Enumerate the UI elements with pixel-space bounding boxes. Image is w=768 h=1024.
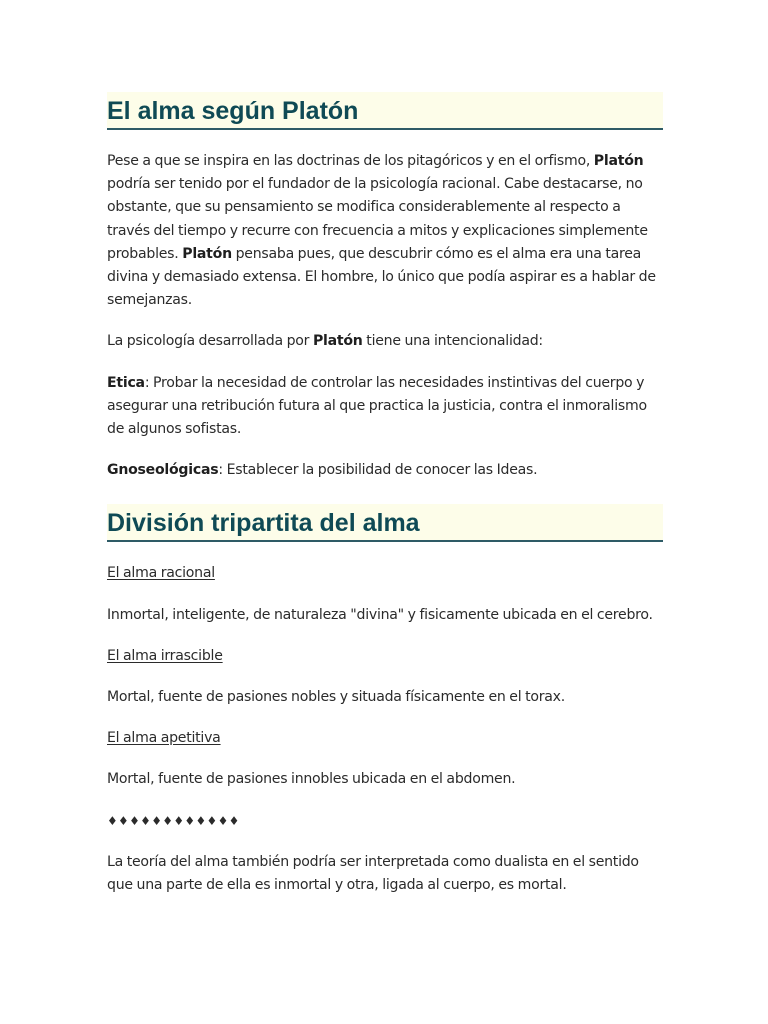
section-heading-alma-platon: El alma según Platón bbox=[107, 92, 663, 130]
etica-paragraph bbox=[107, 372, 663, 442]
text-run: : Probar la necesidad de controlar las necesidades instintivas del cuerpo y asegurar una retribución futura al que practica la justicia, contra el inmoralismo de algunos sofistas. bbox=[107, 374, 647, 438]
intentionality-paragraph bbox=[107, 330, 663, 353]
bold-term: Gnoseológicas bbox=[107, 462, 219, 479]
bold-term: Platón bbox=[182, 245, 232, 262]
text-run: Pese a que se inspira en las doctrinas de los pitagóricos y en el orfismo, bbox=[107, 153, 594, 169]
subheading-alma-racional: El alma racional bbox=[107, 565, 215, 582]
bold-term: Platón bbox=[593, 153, 644, 169]
text-run: tiene una intencionalidad: bbox=[362, 333, 543, 350]
gnoseologicas-paragraph bbox=[107, 459, 663, 482]
alma-apetitiva-text: Mortal, fuente de pasiones innobles ubicada en el abdomen. bbox=[107, 771, 516, 788]
intro-paragraph bbox=[107, 150, 663, 312]
text-run: pensaba pues, que descubrir cómo es el alma era una tarea divina y demasiado extensa. El hombre, lo único que podía aspirar es a hablar de semejanzas. bbox=[107, 245, 656, 309]
subheading-alma-irascible: El alma irrascible bbox=[107, 647, 223, 664]
document-page bbox=[107, 92, 663, 897]
text-run: La psicología desarrollada por bbox=[107, 333, 313, 350]
bold-term: Platón bbox=[312, 333, 363, 350]
section-heading-division-tripartita: División tripartita del alma bbox=[107, 504, 663, 542]
subheading-alma-apetitiva: El alma apetitiva bbox=[107, 730, 221, 747]
alma-racional-text: Inmortal, inteligente, de naturaleza "divina" y fisicamente ubicada en el cerebro. bbox=[107, 606, 653, 623]
text-run: : Establecer la posibilidad de conocer las Ideas. bbox=[218, 462, 538, 479]
closing-paragraph: La teoría del alma también podría ser interpretada como dualista en el sentido que una parte de ella es inmortal y otra, ligada al cuerpo, es mortal. bbox=[107, 853, 639, 894]
bold-term: Etica bbox=[107, 374, 145, 391]
alma-irascible-text: Mortal, fuente de pasiones nobles y situada físicamente en el torax. bbox=[107, 689, 566, 706]
text-run: podría ser tenido por el fundador de la psicología racional. Cabe destacarse, no obstante, que su pensamiento se modifica considerablemente al respecto a través del tiempo y recurre con frecuencia a mitos y explicaciones simplemente probables. bbox=[107, 176, 648, 262]
diamond-separator: ♦♦♦♦♦♦♦♦♦♦♦♦ bbox=[107, 813, 240, 828]
